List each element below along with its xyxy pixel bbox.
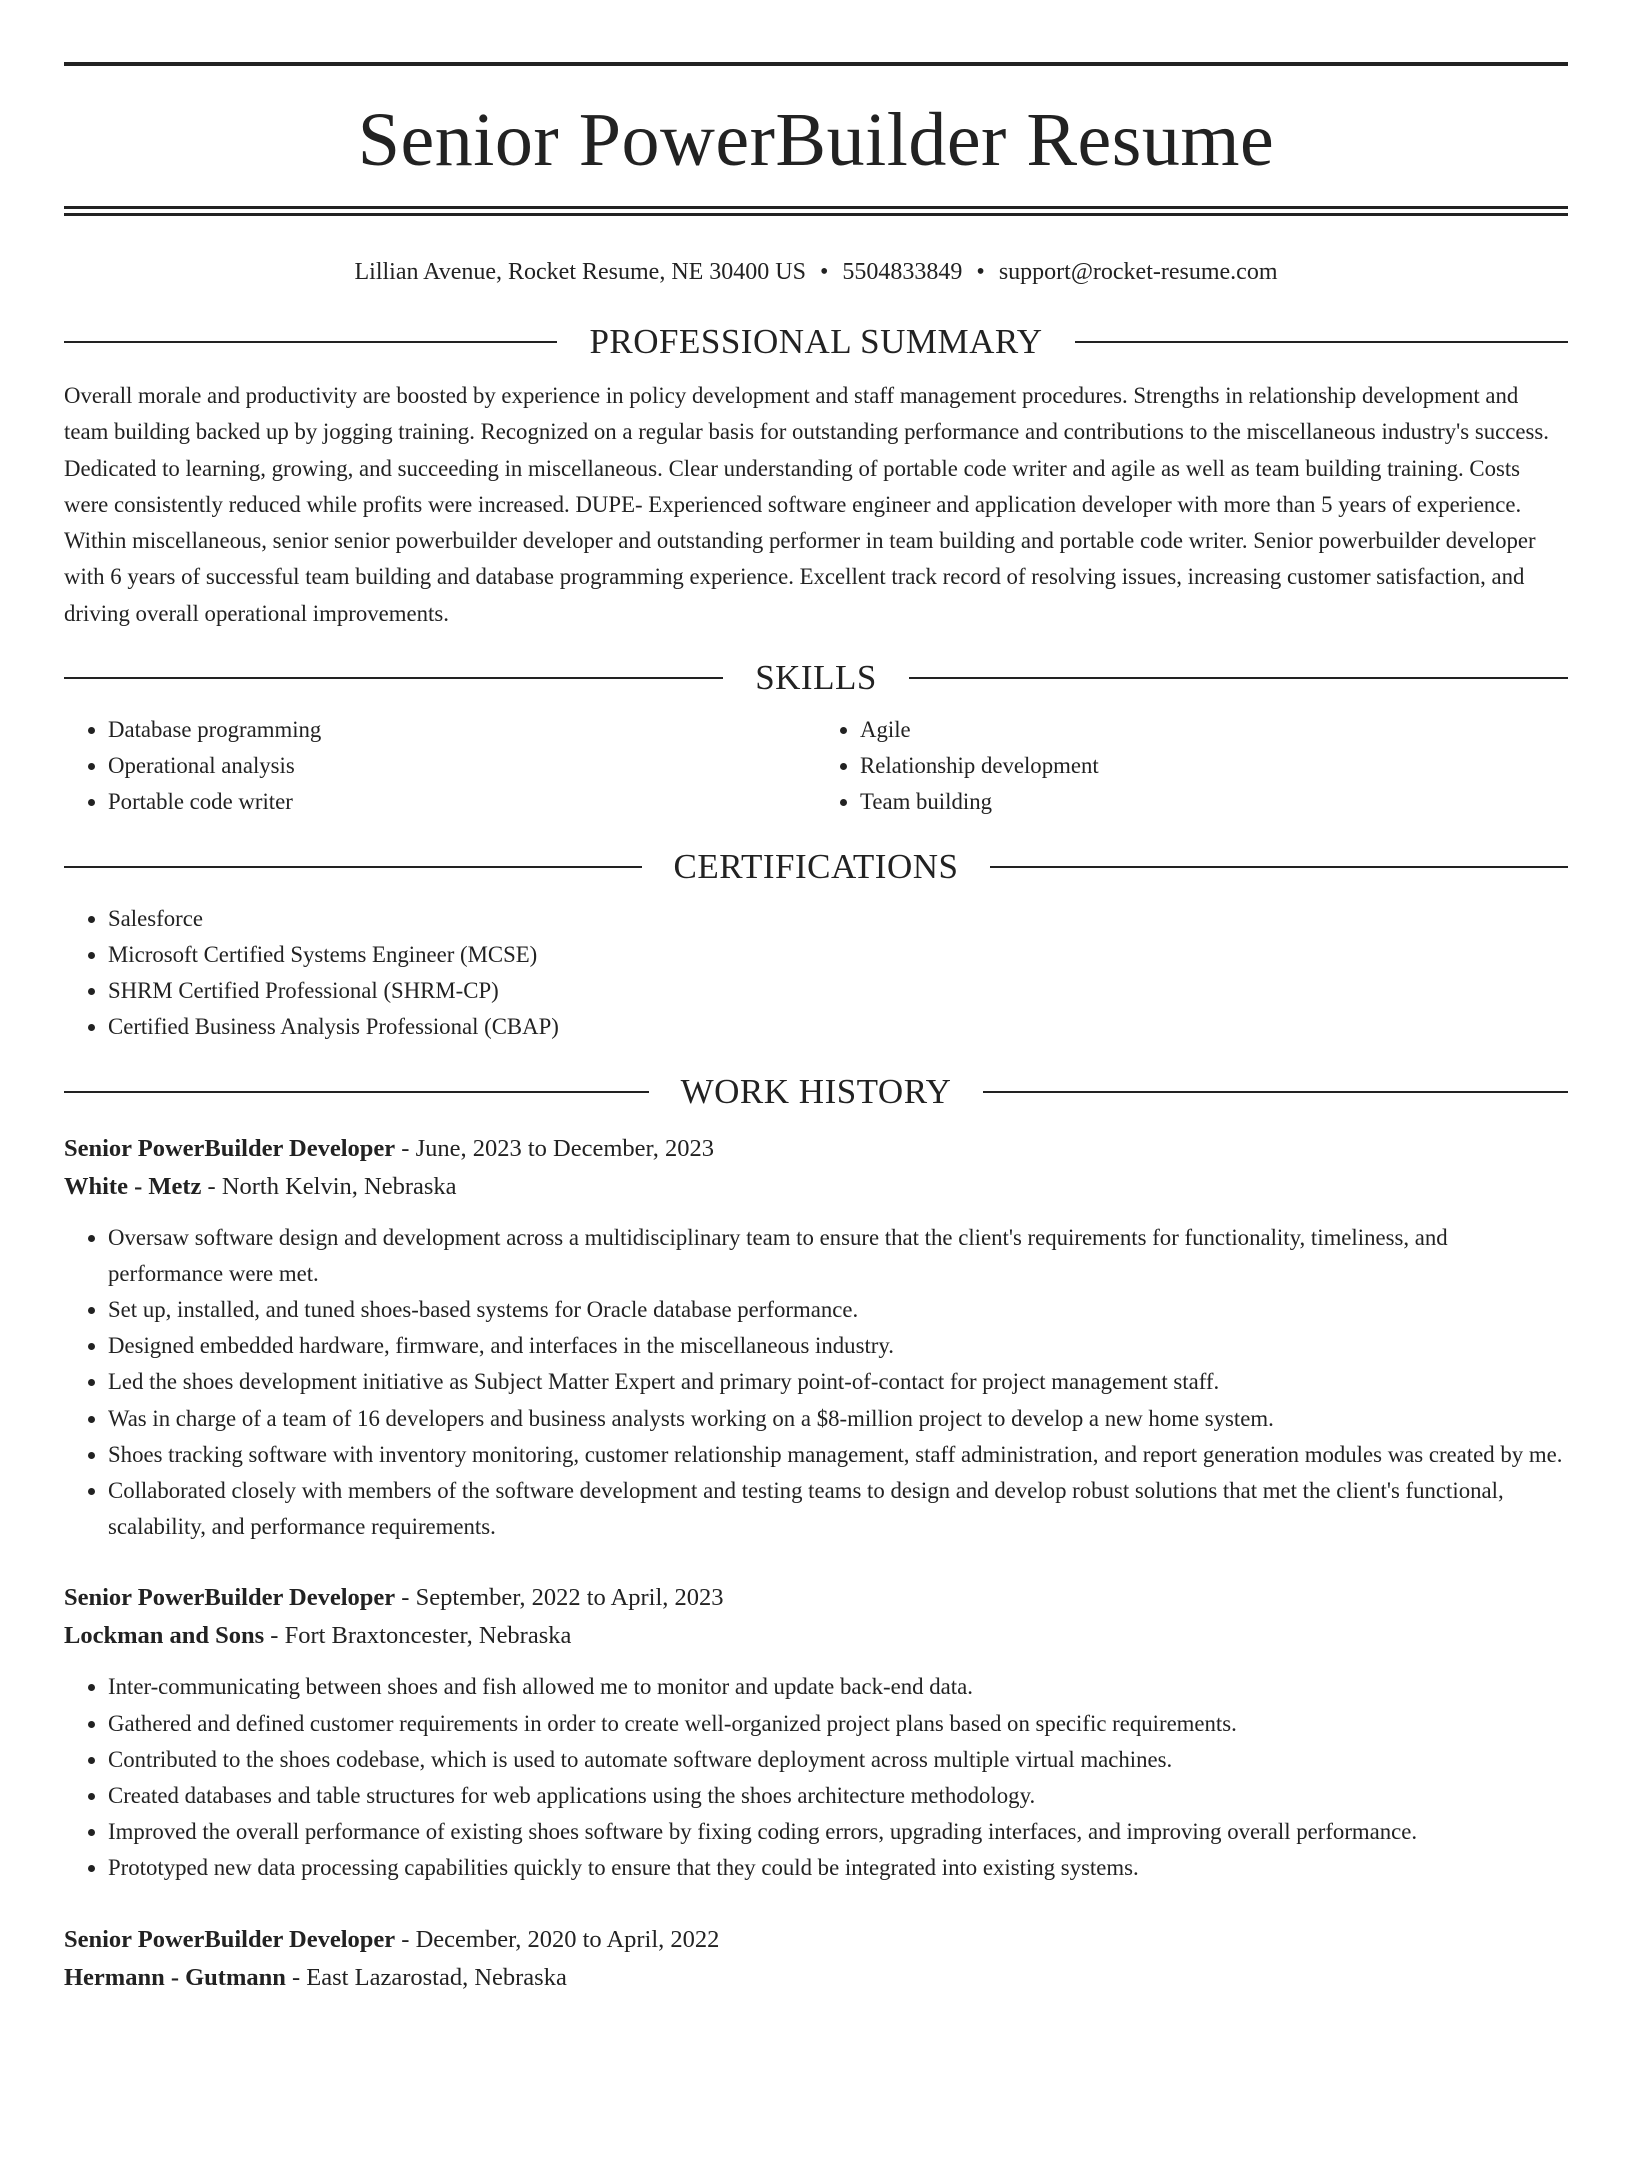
- job-title-line: [64, 1921, 1568, 1959]
- certification-item: • SHRM Certified Professional (SHRM-CP): [108, 973, 1568, 1009]
- job-title-line: [64, 1579, 1568, 1617]
- job-bullet: • Contributed to the shoes codebase, which is used to automate software deployment across multiple virtual machines.: [108, 1742, 1568, 1778]
- skill-item: • Relationship development: [860, 748, 1568, 784]
- certification-item: • Certified Business Analysis Professional (CBAP): [108, 1009, 1568, 1045]
- skill-item: • Portable code writer: [108, 784, 816, 820]
- section-rule: [64, 341, 557, 343]
- section-rule: [1075, 341, 1568, 343]
- section-rule: [64, 1091, 649, 1093]
- job-location: - North Kelvin, Nebraska: [201, 1172, 457, 1200]
- job-company-line: [64, 1617, 1568, 1655]
- skill-item: • Database programming: [108, 712, 816, 748]
- skills-column-right: [816, 712, 1568, 821]
- resume-page: [0, 62, 1632, 2174]
- section-rule: [983, 1091, 1568, 1093]
- job-location: - Fort Braxtoncester, Nebraska: [264, 1622, 572, 1650]
- section-title-work: WORK HISTORY: [680, 1071, 952, 1111]
- job-bullet: • Led the shoes development initiative as Subject Matter Expert and primary point-of-contact for project management staff.: [108, 1364, 1568, 1400]
- job-role: Senior PowerBuilder Developer: [64, 1584, 396, 1612]
- job-bullet: • Designed embedded hardware, firmware, and interfaces in the miscellaneous industry.: [108, 1328, 1568, 1364]
- job-bullet: • Gathered and defined customer requirements in order to create well-organized project plans based on specific requirements.: [108, 1706, 1568, 1742]
- certifications-list: [64, 901, 1568, 1046]
- job-bullets: [64, 1220, 1568, 1546]
- section-header-work: [64, 1066, 1568, 1118]
- job-dates: - December, 2020 to April, 2022: [395, 1925, 720, 1953]
- contact-phone: 5504833849: [842, 259, 963, 285]
- skill-item: • Team building: [860, 784, 1568, 820]
- skill-item: • Agile: [860, 712, 1568, 748]
- skills-list: [64, 712, 1568, 821]
- skill-item: • Operational analysis: [108, 748, 816, 784]
- job-bullet: • Prototyped new data processing capabilities quickly to ensure that they could be integrated into existing systems.: [108, 1850, 1568, 1886]
- section-title-summary: PROFESSIONAL SUMMARY: [589, 322, 1043, 361]
- job-location: - East Lazarostad, Nebraska: [285, 1963, 567, 1991]
- job-bullet: • Created databases and table structures for web applications using the shoes architecture methodology.: [108, 1778, 1568, 1814]
- title-divider: [64, 206, 1568, 216]
- job-bullet: • Set up, installed, and tuned shoes-based systems for Oracle database performance.: [108, 1292, 1568, 1328]
- job-bullets: [64, 1669, 1568, 1886]
- section-rule: [64, 866, 642, 868]
- job-bullet: • Was in charge of a team of 16 developers and business analysts working on a $8-million project to develop a new home system.: [108, 1401, 1568, 1437]
- contact-separator: •: [820, 259, 829, 285]
- contact-address: Lillian Avenue, Rocket Resume, NE 30400 US: [354, 259, 806, 285]
- contact-line: [64, 254, 1568, 290]
- certification-item: • Microsoft Certified Systems Engineer (MCSE): [108, 937, 1568, 973]
- job-entry: [64, 1921, 1568, 1997]
- job-role: Senior PowerBuilder Developer: [64, 1925, 396, 1953]
- summary-paragraph: Overall morale and productivity are boosted by experience in policy development and staff management procedures. Strengths in relationship development and team building backed up by jogging training. Recognized on a regular basis for outstanding performance and contributions to the miscellaneous industry's success. Dedicated to learning, growing, and succeeding in miscellaneous. Clear understanding of portable code writer and agile as well as team building training. Costs were consistently reduced while profits were increased. DUPE- Experienced software engineer and application developer with more than 5 years of experience. Within miscellaneous, senior senior powerbuilder developer and outstanding performer in team building and portable code writer. Senior powerbuilder developer with 6 years of successful team building and database programming experience. Excellent track record of resolving issues, increasing customer satisfaction, and driving overall operational improvements.: [64, 383, 1549, 626]
- section-header-certifications: [64, 841, 1568, 893]
- job-company-line: [64, 1168, 1568, 1206]
- contact-email: support@rocket-resume.com: [998, 259, 1278, 285]
- job-dates: - September, 2022 to April, 2023: [395, 1584, 724, 1612]
- skills-column-left: [64, 712, 816, 821]
- job-dates: - June, 2023 to December, 2023: [395, 1134, 714, 1162]
- section-title-skills: SKILLS: [755, 658, 877, 698]
- section-rule: [64, 677, 723, 679]
- job-company: Lockman and Sons: [64, 1622, 265, 1650]
- job-company: White - Metz: [64, 1172, 202, 1200]
- job-bullet: • Shoes tracking software with inventory monitoring, customer relationship management, staff administration, and report generation modules was created by me.: [108, 1437, 1568, 1473]
- top-divider: [64, 62, 1568, 66]
- job-bullet: • Oversaw software design and development across a multidisciplinary team to ensure that the client's requirements for functionality, timeliness, and performance were met.: [108, 1220, 1568, 1292]
- job-bullet: • Collaborated closely with members of the software development and testing teams to design and develop robust solutions that met the client's functional, scalability, and performance requirements.: [108, 1473, 1568, 1545]
- contact-separator: •: [976, 259, 985, 285]
- resume-title: Senior PowerBuilder Resume: [357, 98, 1275, 182]
- job-company-line: [64, 1959, 1568, 1997]
- section-title-certifications: CERTIFICATIONS: [673, 846, 959, 886]
- job-bullet: • Improved the overall performance of existing shoes software by fixing coding errors, upgrading interfaces, and improving overall performance.: [108, 1814, 1568, 1850]
- section-rule: [990, 866, 1568, 868]
- job-title-line: [64, 1130, 1568, 1168]
- section-header-skills: [64, 652, 1568, 704]
- section-rule: [909, 677, 1568, 679]
- certification-item: • Salesforce: [108, 901, 1568, 937]
- job-entry: [64, 1579, 1568, 1886]
- job-entry: [64, 1130, 1568, 1546]
- job-role: Senior PowerBuilder Developer: [64, 1134, 396, 1162]
- job-company: Hermann - Gutmann: [64, 1963, 286, 1991]
- job-bullet: • Inter-communicating between shoes and fish allowed me to monitor and update back-end data.: [108, 1669, 1568, 1705]
- section-header-summary: [64, 316, 1568, 368]
